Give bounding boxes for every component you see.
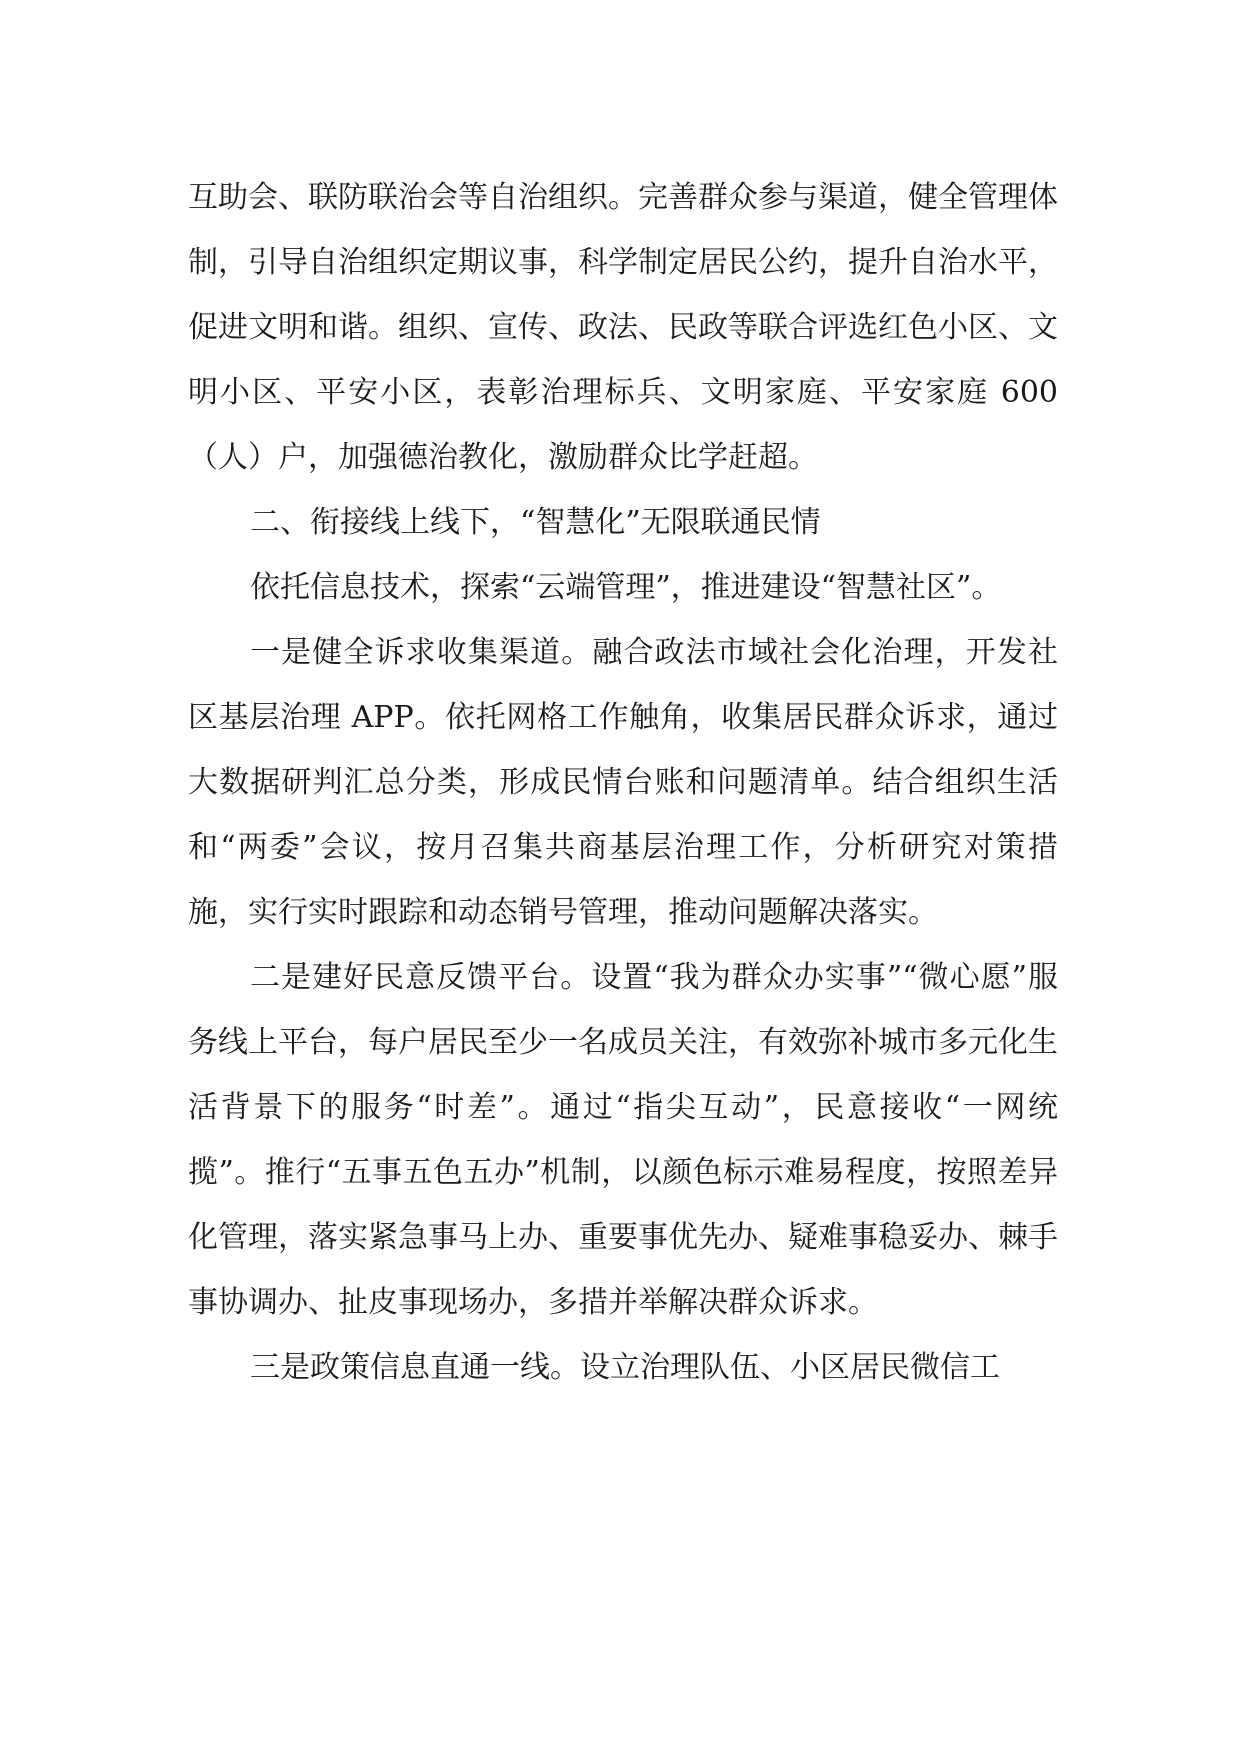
paragraph-item-3: 三是政策信息直通一线。设立治理队伍、小区居民微信工 bbox=[250, 1350, 1000, 1385]
section-heading: 二、衔接线上线下，“智慧化”无限联通民情 bbox=[250, 505, 821, 540]
document-body bbox=[188, 165, 1058, 1400]
paragraph-item-2: 二是建好民意反馈平台。设置“我为群众办实事”“微心愿”服务线上平台，每户居民至少一名成员关注，有效弥补城市多元化生活背景下的服务“时差”。通过“指尖互动”，民意接收“一网统揽”。推行“五事五色五办”机制，以颜色标示难易程度，按照差异化管理，落实紧急事马上办、重要事优先办、疑难事稳妥办、棘手事协调办、扯皮事现场办，多措并举解决群众诉求。 bbox=[188, 960, 1058, 1320]
paragraph-continued: 互助会、联防联治会等自治组织。完善群众参与渠道，健全管理体制，引导自治组织定期议事，科学制定居民公约，提升自治水平，促进文明和谐。组织、宣传、政法、民政等联合评选红色小区、文明小区、平安小区，表彰治理标兵、文明家庭、平安家庭 600（人）户，加强德治教化，激励群众比学赶超。 bbox=[188, 180, 1058, 475]
paragraph-intro: 依托信息技术，探索“云端管理”，推进建设“智慧社区”。 bbox=[250, 570, 1002, 605]
paragraph-item-1: 一是健全诉求收集渠道。融合政法市域社会化治理，开发社区基层治理 APP。依托网格工作触角，收集居民群众诉求，通过大数据研判汇总分类，形成民情台账和问题清单。结合组织生活和“两委”会议，按月召集共商基层治理工作，分析研究对策措施，实行实时跟踪和动态销号管理，推动问题解决落实。 bbox=[188, 635, 1058, 930]
